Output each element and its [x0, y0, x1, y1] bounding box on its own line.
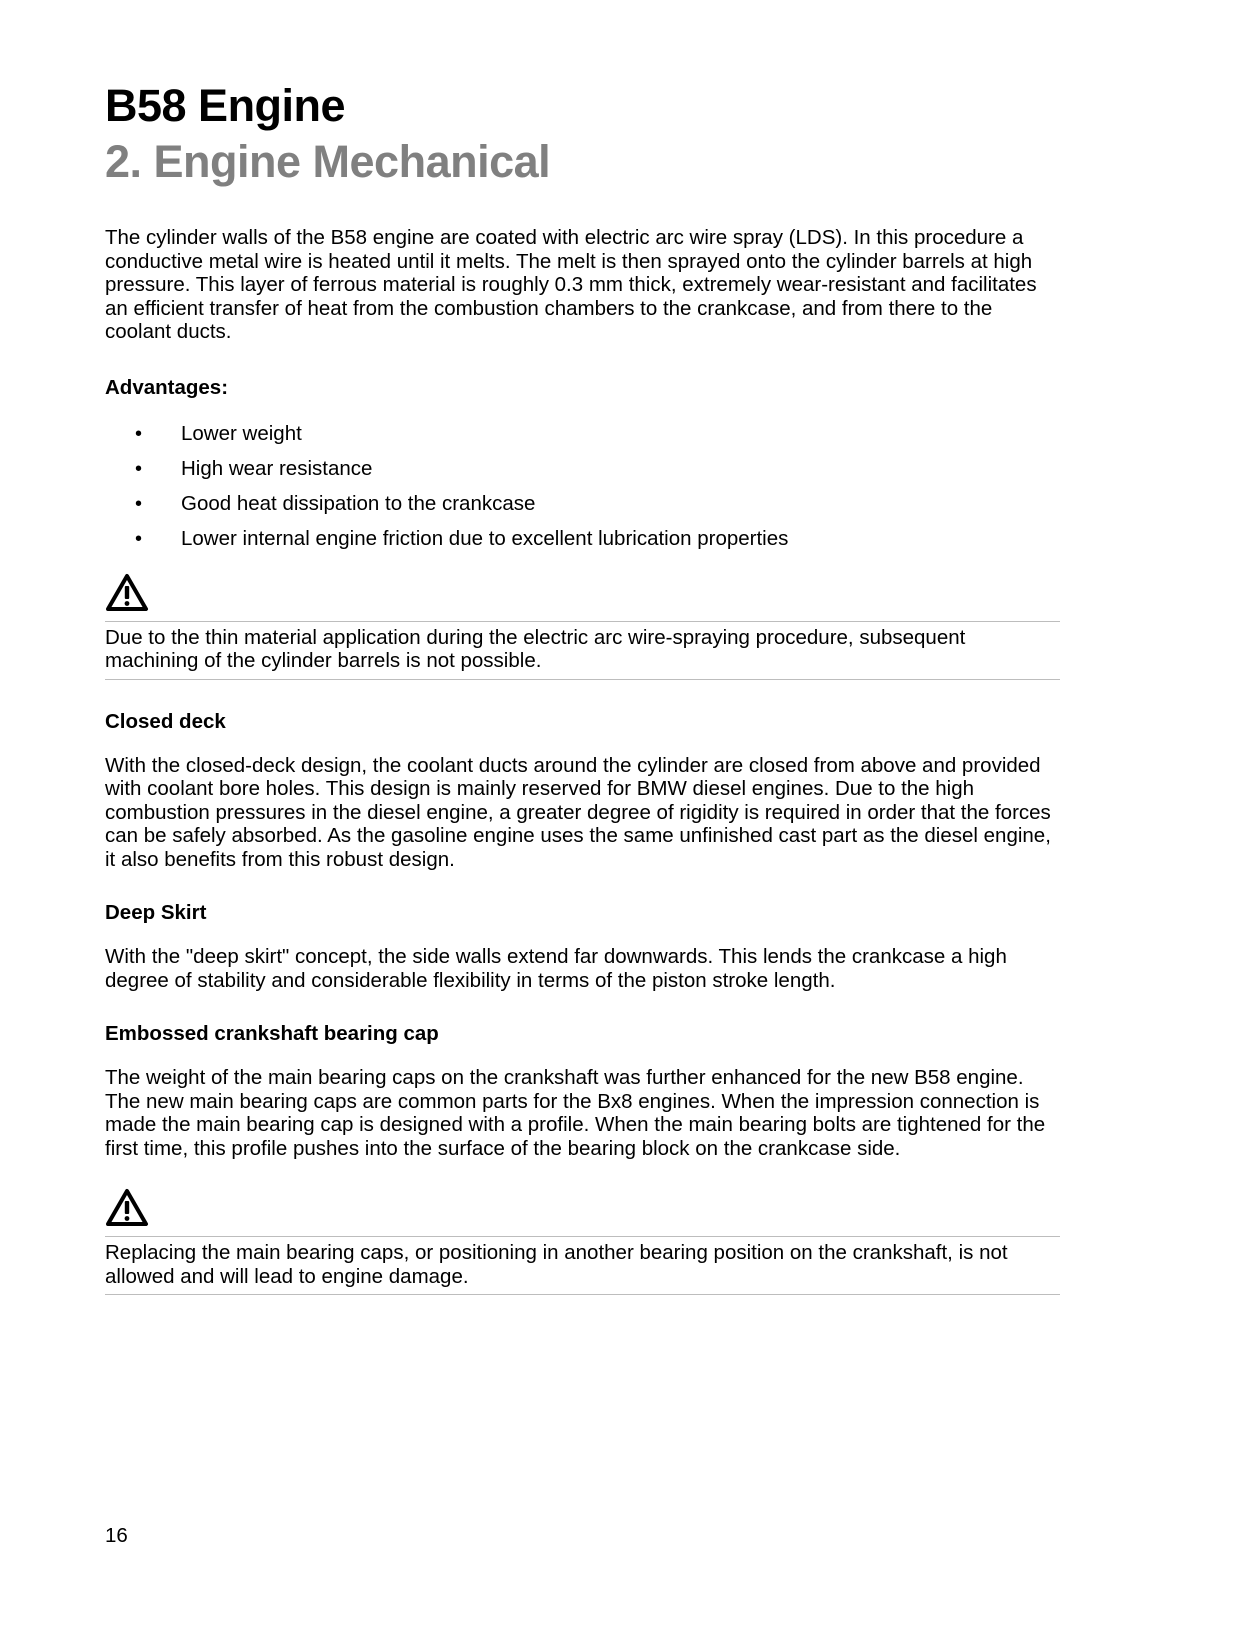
bullet-icon: •: [135, 457, 143, 480]
deep-skirt-paragraph: With the "deep skirt" concept, the side walls extend far downwards. This lends the crankcase a high degree of stability and considerable flexibility in terms of the piston stroke length.: [105, 945, 1007, 992]
warning-text: Replacing the main bearing caps, or positioning in another bearing position on the crankshaft, is not allowed and will lead to engine damage.: [105, 1241, 1008, 1288]
divider: [105, 1236, 1060, 1237]
bullet-icon: •: [135, 527, 143, 550]
intro-paragraph: The cylinder walls of the B58 engine are coated with electric arc wire spray (LDS). In this procedure a conductive metal wire is heated until it melts. The melt is then sprayed onto the cylinder barrels at high pressure. This layer of ferrous material is roughly 0.3 mm thick, extremely wear-resistant and facilitates an efficient transfer of heat from the combustion chambers to the crankcase, and from there to the coolant ducts.: [105, 226, 1037, 343]
warning-note-2: [105, 1188, 1060, 1295]
warning-triangle-icon: [105, 1188, 149, 1228]
bearing-cap-heading: Embossed crankshaft bearing cap: [105, 1022, 439, 1045]
closed-deck-heading: Closed deck: [105, 709, 226, 733]
list-item: [105, 422, 1060, 446]
divider: [105, 1294, 1060, 1295]
doc-title: B58 Engine: [105, 80, 346, 131]
warning-note-1: [105, 573, 1060, 680]
list-item: [105, 457, 1060, 481]
list-item-text: Good heat dissipation to the crankcase: [181, 491, 536, 515]
bearing-cap-paragraph: The weight of the main bearing caps on the crankshaft was further enhanced for the new B58 engine. The new main bearing caps are common parts for the Bx8 engines. When the impression connection is made the main bearing cap is designed with a profile. When the main bearing bolts are tightened for the first time, this profile pushes into the surface of the bearing block on the crankcase side.: [105, 1066, 1046, 1160]
divider: [105, 621, 1060, 622]
divider: [105, 679, 1060, 680]
closed-deck-paragraph: With the closed-deck design, the coolant ducts around the cylinder are closed from above and provided with coolant bore holes. This design is mainly reserved for BMW diesel engines. Due to the high combustion pressures in the diesel engine, a greater degree of rigidity is required in order that the forces can be safely absorbed. As the gasoline engine uses the same unfinished cast part as the diesel engine, it also benefits from this robust design.: [105, 753, 1051, 871]
list-item-text: Lower internal engine friction due to excellent lubrication properties: [181, 526, 789, 550]
list-item: [105, 527, 1060, 551]
chapter-title: 2. Engine Mechanical: [105, 136, 551, 187]
advantages-heading: Advantages:: [105, 375, 229, 399]
document-page: [105, 80, 1060, 1295]
bullet-icon: •: [135, 492, 143, 515]
warning-text: Due to the thin material application during the electric arc wire-spraying procedure, subsequent machining of the cylinder barrels is not possible.: [105, 625, 966, 672]
list-item-text: High wear resistance: [181, 456, 373, 480]
bullet-icon: •: [135, 422, 143, 445]
deep-skirt-heading: Deep Skirt: [105, 901, 207, 924]
list-item-text: Lower weight: [181, 421, 302, 445]
page-number: 16: [105, 1524, 128, 1547]
list-item: [105, 492, 1060, 516]
advantages-list: [105, 422, 1060, 551]
warning-triangle-icon: [105, 573, 149, 613]
